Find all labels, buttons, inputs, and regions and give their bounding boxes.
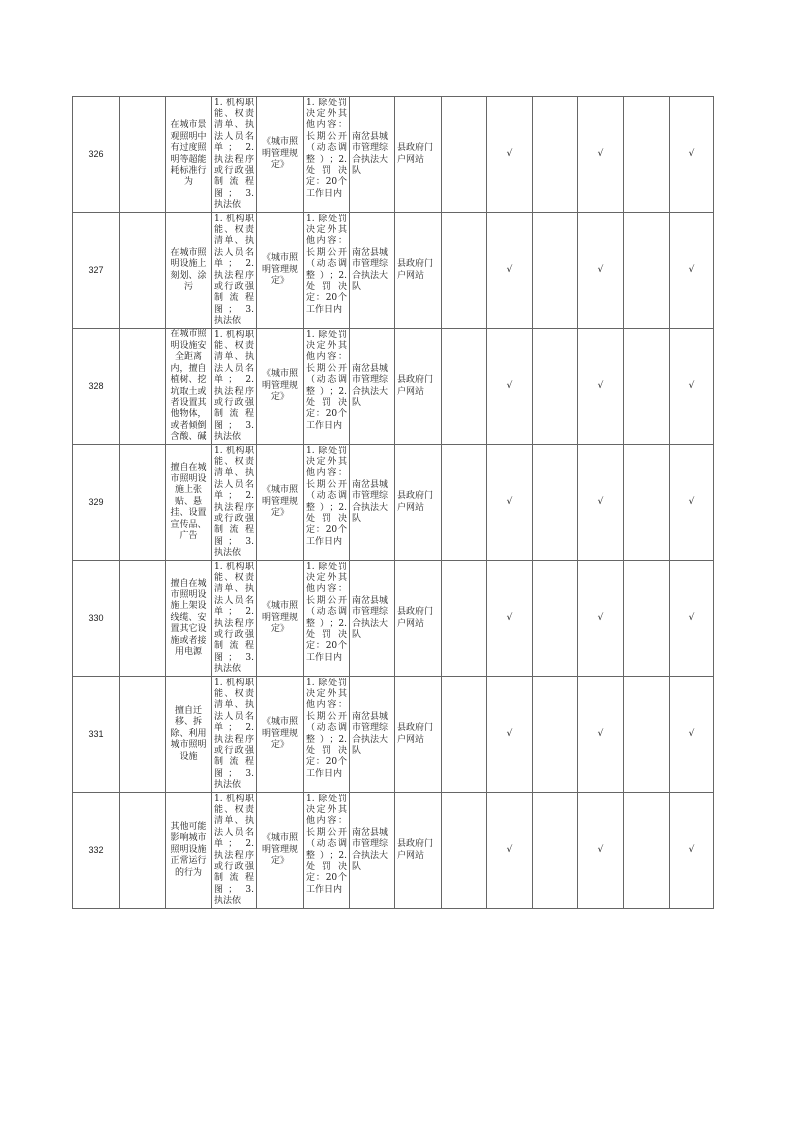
mark-cell	[624, 97, 670, 213]
mark-cell: √	[670, 445, 714, 561]
table-row	[73, 329, 714, 445]
mark-cell	[442, 561, 487, 677]
mark-cell: √	[578, 213, 624, 329]
mark-cell: √	[670, 213, 714, 329]
mark-cell: √	[578, 97, 624, 213]
disclosure-body: 南岔县城市管理综合执法大队	[350, 97, 395, 213]
disclosure-body: 南岔县城市管理综合执法大队	[350, 561, 395, 677]
mark-cell: √	[487, 677, 533, 793]
mark-cell	[442, 213, 487, 329]
disclosure-content-cell	[212, 329, 257, 445]
mark-cell: √	[578, 561, 624, 677]
disclosure-time: 1. 除处罚决定外其他内容：长期公开（动态调整）；2. 处罚决定：20个工作日内	[306, 213, 347, 315]
item-name: 其他可能影响城市照明设施正常运行的行为	[166, 793, 212, 909]
mark-cell	[442, 329, 487, 445]
disclosure-time: 1. 除处罚决定外其他内容：长期公开（动态调整）；2. 处罚决定：20个工作日内	[306, 561, 347, 663]
item-name: 在城市照明设施上刻划、涂污	[166, 213, 212, 329]
mark-cell: √	[578, 329, 624, 445]
disclosure-channel: 县政府门户网站	[395, 793, 442, 909]
row-number: 331	[73, 677, 120, 793]
disclosure-time-cell	[304, 445, 350, 561]
disclosure-content: 1. 机构职能、权责清单、执法人员名单； 2. 执法程序或行政强制流程图； 3. 执法依	[214, 561, 254, 675]
mark-cell	[624, 445, 670, 561]
empty-category-cell	[120, 445, 166, 561]
disclosure-time-cell	[304, 329, 350, 445]
disclosure-channel: 县政府门户网站	[395, 677, 442, 793]
empty-category-cell	[120, 793, 166, 909]
mark-cell: √	[670, 677, 714, 793]
disclosure-basis: 《城市照明管理规定》	[257, 329, 304, 445]
table-row	[73, 445, 714, 561]
empty-category-cell	[120, 677, 166, 793]
disclosure-time: 1. 除处罚决定外其他内容：长期公开（动态调整）；2. 处罚决定：20个工作日内	[306, 793, 347, 895]
disclosure-content-cell	[212, 677, 257, 793]
table-row	[73, 97, 714, 213]
disclosure-basis: 《城市照明管理规定》	[257, 445, 304, 561]
mark-cell: √	[670, 793, 714, 909]
mark-cell	[442, 445, 487, 561]
disclosure-content: 1. 机构职能、权责清单、执法人员名单； 2. 执法程序或行政强制流程图； 3. 执法依	[214, 793, 254, 907]
mark-cell	[533, 677, 578, 793]
disclosure-basis: 《城市照明管理规定》	[257, 561, 304, 677]
mark-cell	[624, 329, 670, 445]
mark-cell: √	[487, 561, 533, 677]
mark-cell	[442, 677, 487, 793]
table-row	[73, 677, 714, 793]
mark-cell	[533, 561, 578, 677]
mark-cell	[624, 561, 670, 677]
mark-cell: √	[487, 97, 533, 213]
disclosure-time: 1. 除处罚决定外其他内容：长期公开（动态调整）；2. 处罚决定：20个工作日内	[306, 329, 347, 431]
disclosure-body: 南岔县城市管理综合执法大队	[350, 213, 395, 329]
empty-category-cell	[120, 213, 166, 329]
mark-cell	[533, 213, 578, 329]
table-body	[73, 97, 714, 909]
mark-cell: √	[578, 793, 624, 909]
table-row	[73, 793, 714, 909]
disclosure-basis: 《城市照明管理规定》	[257, 793, 304, 909]
mark-cell	[533, 793, 578, 909]
mark-cell	[442, 97, 487, 213]
disclosure-body: 南岔县城市管理综合执法大队	[350, 793, 395, 909]
disclosure-content: 1. 机构职能、权责清单、执法人员名单； 2. 执法程序或行政强制流程图； 3. 执法依	[214, 445, 254, 559]
disclosure-channel: 县政府门户网站	[395, 329, 442, 445]
disclosure-time: 1. 除处罚决定外其他内容：长期公开（动态调整）；2. 处罚决定：20个工作日内	[306, 97, 347, 199]
table-row	[73, 561, 714, 677]
item-name: 擅自迁移、拆除、利用城市照明设施	[166, 677, 212, 793]
item-name: 擅自在城市照明设施上架设线缆、安置其它设施或者接用电源	[166, 561, 212, 677]
disclosure-time-cell	[304, 793, 350, 909]
item-name: 在城市照明设施安全距离内，擅自植树、挖坑取土或者设置其他物体，或者倾倒含酸、碱	[166, 329, 212, 445]
empty-category-cell	[120, 329, 166, 445]
item-name: 在城市景观照明中有过度照明等超能耗标准行为	[166, 97, 212, 213]
disclosure-channel: 县政府门户网站	[395, 97, 442, 213]
disclosure-content-cell	[212, 213, 257, 329]
disclosure-content: 1. 机构职能、权责清单、执法人员名单； 2. 执法程序或行政强制流程图； 3. 执法依	[214, 97, 254, 211]
mark-cell: √	[487, 329, 533, 445]
disclosure-channel: 县政府门户网站	[395, 561, 442, 677]
disclosure-content: 1. 机构职能、权责清单、执法人员名单； 2. 执法程序或行政强制流程图； 3. 执法依	[214, 329, 254, 443]
disclosure-content: 1. 机构职能、权责清单、执法人员名单； 2. 执法程序或行政强制流程图； 3. 执法依	[214, 677, 254, 791]
disclosure-time-cell	[304, 97, 350, 213]
mark-cell	[533, 97, 578, 213]
row-number: 326	[73, 97, 120, 213]
disclosure-content-cell	[212, 793, 257, 909]
mark-cell: √	[578, 677, 624, 793]
mark-cell: √	[670, 97, 714, 213]
disclosure-content-cell	[212, 445, 257, 561]
mark-cell	[624, 677, 670, 793]
disclosure-time: 1. 除处罚决定外其他内容：长期公开（动态调整）；2. 处罚决定：20个工作日内	[306, 677, 347, 779]
disclosure-content-cell	[212, 97, 257, 213]
disclosure-basis: 《城市照明管理规定》	[257, 677, 304, 793]
mark-cell	[533, 329, 578, 445]
empty-category-cell	[120, 97, 166, 213]
disclosure-basis: 《城市照明管理规定》	[257, 97, 304, 213]
disclosure-content: 1. 机构职能、权责清单、执法人员名单； 2. 执法程序或行政强制流程图； 3. 执法依	[214, 213, 254, 327]
disclosure-time-cell	[304, 213, 350, 329]
item-name: 擅自在城市照明设施上张贴、悬挂、设置宣传品、广告	[166, 445, 212, 561]
disclosure-time-cell	[304, 677, 350, 793]
mark-cell	[533, 445, 578, 561]
row-number: 327	[73, 213, 120, 329]
table-row	[73, 213, 714, 329]
mark-cell: √	[487, 445, 533, 561]
row-number: 332	[73, 793, 120, 909]
mark-cell: √	[578, 445, 624, 561]
mark-cell: √	[670, 329, 714, 445]
mark-cell: √	[487, 213, 533, 329]
disclosure-body: 南岔县城市管理综合执法大队	[350, 329, 395, 445]
disclosure-content-cell	[212, 561, 257, 677]
disclosure-channel: 县政府门户网站	[395, 445, 442, 561]
row-number: 328	[73, 329, 120, 445]
mark-cell	[624, 793, 670, 909]
disclosure-table	[72, 96, 714, 909]
mark-cell	[624, 213, 670, 329]
disclosure-body: 南岔县城市管理综合执法大队	[350, 445, 395, 561]
empty-category-cell	[120, 561, 166, 677]
mark-cell: √	[670, 561, 714, 677]
mark-cell	[442, 793, 487, 909]
row-number: 330	[73, 561, 120, 677]
disclosure-channel: 县政府门户网站	[395, 213, 442, 329]
mark-cell: √	[487, 793, 533, 909]
disclosure-time-cell	[304, 561, 350, 677]
disclosure-body: 南岔县城市管理综合执法大队	[350, 677, 395, 793]
disclosure-time: 1. 除处罚决定外其他内容：长期公开（动态调整）；2. 处罚决定：20个工作日内	[306, 445, 347, 547]
row-number: 329	[73, 445, 120, 561]
disclosure-basis: 《城市照明管理规定》	[257, 213, 304, 329]
